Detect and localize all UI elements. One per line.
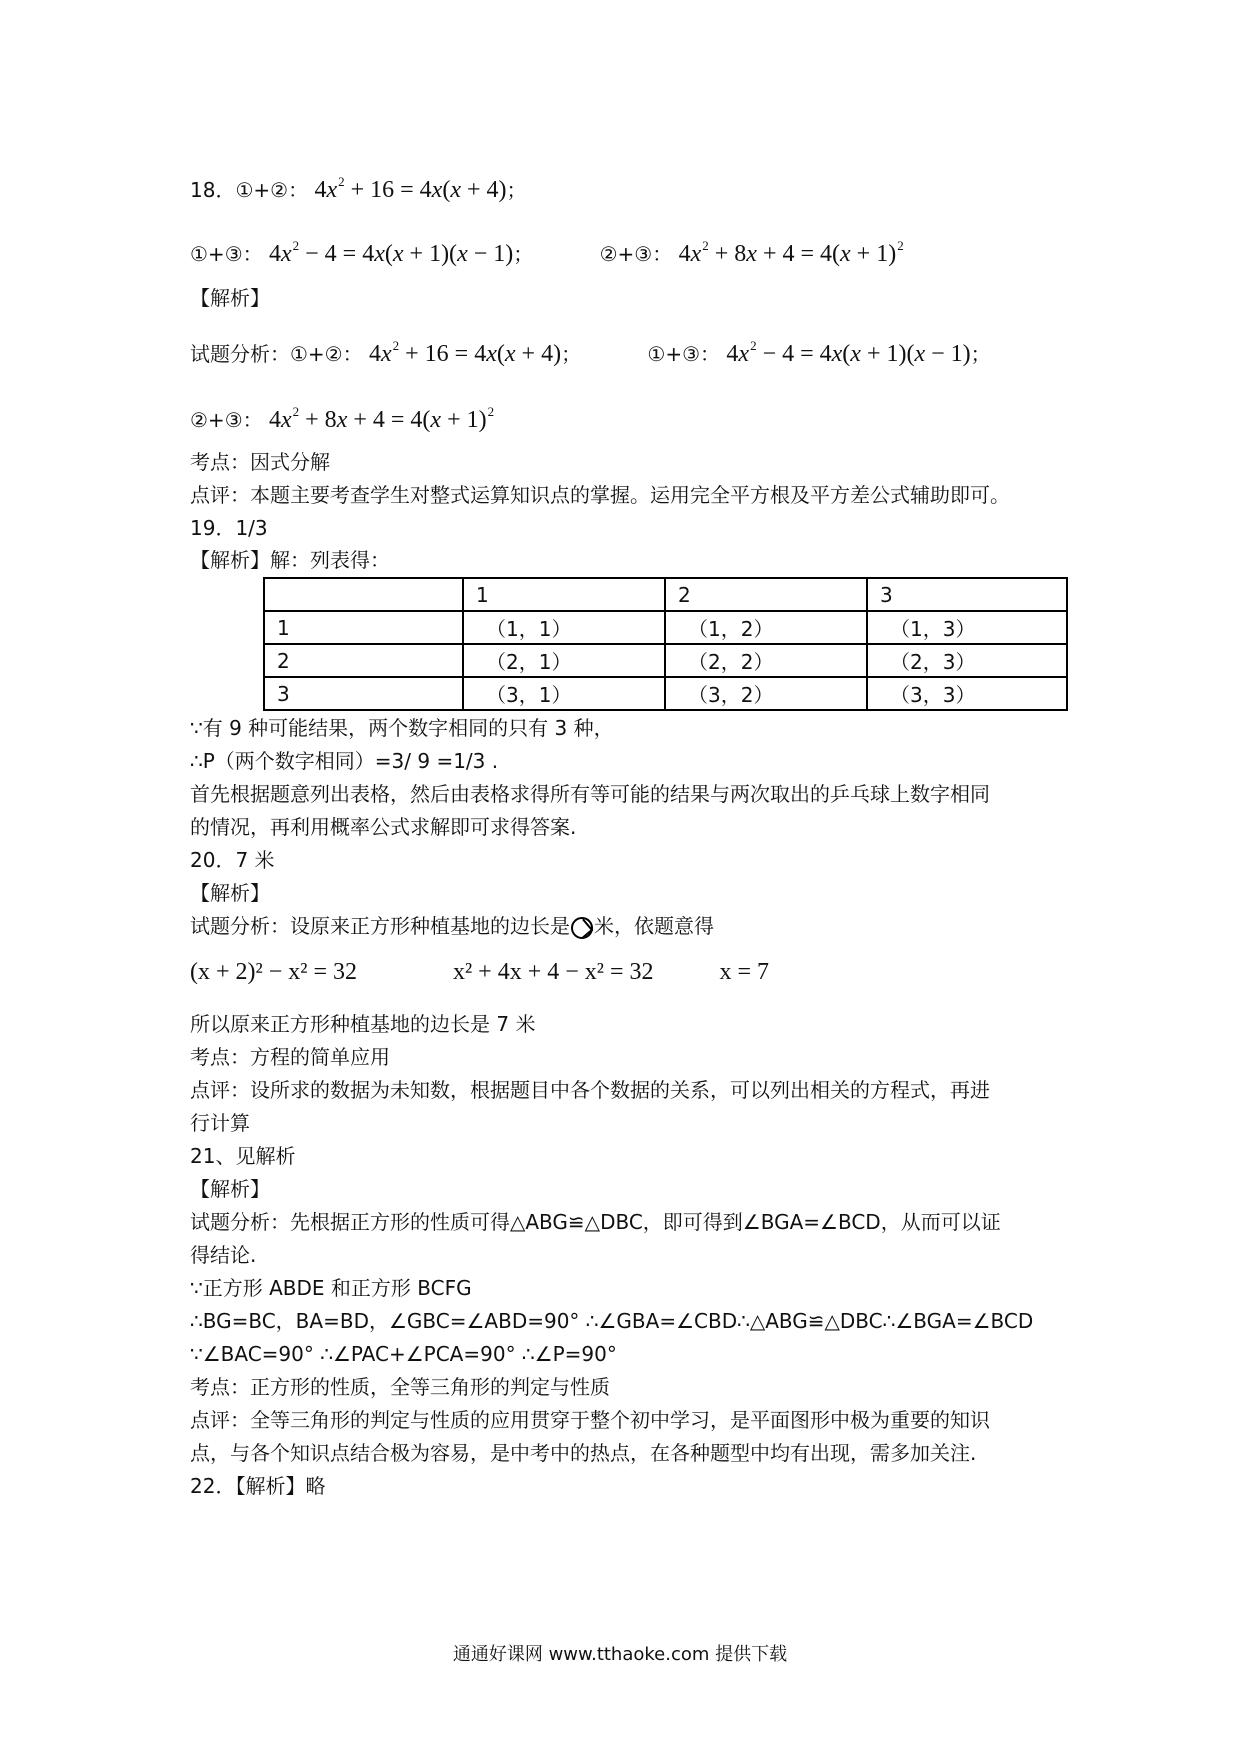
q20-analysis-title: 【解析】 [190,881,270,905]
q21-step2: ∴BG=BC，BA=BD，∠GBC=∠ABD=90° ∴∠GBA=∠CBD∴△ABG≌△DBC∴∠BGA=∠BCD [190,1309,1034,1333]
q18-number: 18． [190,178,236,202]
q20-dianping2: 行计算 [190,1111,250,1135]
table-header-row [264,578,1067,611]
q18-analysis-line2: ②+③： $4x^2 + 8x + 4 = 4(x + 1)^2$ [190,404,495,433]
q21-step1: ∵正方形 ABDE 和正方形 BCFG [190,1276,472,1300]
q18-eq2: $4x^2 - 4 = 4x(x + 1)(x - 1)$ [268,238,514,267]
q20-eq1: (x + 2)² − x² = 32 [190,959,357,985]
page-footer: 通通好课网 www.tthaoke.com 提供下载 [452,1644,788,1665]
q19-because: ∵有 9 种可能结果，两个数字相同的只有 3 种， [190,716,614,740]
q19-analysis: 【解析】解：列表得： [190,548,390,572]
q20-eq3: x = 7 [719,959,770,985]
q18-eq1: $4x^2 + 16 = 4x(x + 4)$ [314,174,507,203]
q21-step3: ∵∠BAC=90° ∴∠PAC+∠PCA=90° ∴∠P=90° [190,1342,617,1366]
q18-tag-13: ①+③： [190,242,263,266]
q20-setup: 试题分析：设原来正方形种植基地的边长是 米，依题意得 [190,914,714,938]
q18-tag-23: ②+③： [599,242,673,266]
q21-kaodian: 考点：正方形的性质，全等三角形的判定与性质 [190,1375,610,1399]
table-cell: 2 [665,578,867,611]
q22-answer: 22．【解析】略 [190,1474,326,1498]
table-row [264,677,1067,710]
q20-conclusion: 所以原来正方形种植基地的边长是 7 米 [190,1012,536,1036]
table-cell: （3，2） [665,677,867,710]
q20-dianping1: 点评：设所求的数据为未知数，根据题目中各个数据的关系，可以列出相关的方程式，再进 [190,1078,990,1102]
table-cell: 1 [463,578,665,611]
table-cell: 2 [264,644,463,677]
q20-eq2: x² + 4x + 4 − x² = 32 [452,959,654,985]
outcome-table [263,577,1068,711]
q19-answer: 19．1/3 [190,516,268,540]
table-cell: （3，1） [463,677,665,710]
table-cell: （1，2） [665,611,867,644]
q19-explain2: 的情况，再利用概率公式求解即可求得答案. [190,815,577,839]
q18-analysis-title: 【解析】 [190,286,270,310]
table-cell: （1，3） [867,611,1067,644]
table-cell: 3 [264,677,463,710]
table-cell: （3，3） [867,677,1067,710]
table-cell: 1 [264,611,463,644]
q21-analysis-title: 【解析】 [190,1177,270,1201]
q21-analysis1: 试题分析：先根据正方形的性质可得△ABG≌△DBC，即可得到∠BGA=∠BCD，从而可以证 [190,1210,1001,1234]
table-cell: （2，3） [867,644,1067,677]
q18-analysis-line1: 试题分析：①+②： $4x^2 + 16 = 4x(x + 4)$； ①+③： $4x^2 - 4 = 4x(x + 1)(x - 1)$； [190,338,991,367]
q18-kaodian: 考点：因式分解 [190,450,330,474]
q19-explain1: 首先根据题意列出表格，然后由表格求得所有等可能的结果与两次取出的乒乓球上数字相同 [190,782,990,806]
table-row [264,611,1067,644]
q19-therefore: ∴P（两个数字相同）=3/ 9 =1/3 . [190,749,499,773]
q20-equations [190,958,769,986]
q20-kaodian: 考点：方程的简单应用 [190,1045,390,1069]
q18-dianping: 点评：本题主要考查学生对整式运算知识点的掌握。运用完全平方根及平方差公式辅助即可。 [190,483,1010,507]
q18-line2: ①+③： $4x^2 - 4 = 4x(x + 1)(x - 1)$； ②+③： $4x^2 + 8x + 4 = 4(x + 1)^2$ [190,238,904,267]
q18-tag: ①+②： [235,178,309,202]
q21-answer: 21、见解析 [190,1144,296,1168]
q18-line1: 18．①+②： $4x^2 + 16 = 4x(x + 4)$； [190,174,527,203]
table-cell: 3 [867,578,1067,611]
table-cell [264,578,463,611]
q21-dianping1: 点评：全等三角形的判定与性质的应用贯穿于整个初中学习，是平面图形中极为重要的知识 [190,1408,990,1432]
check-mark-icon [571,917,593,939]
table-cell: （2，1） [463,644,665,677]
q18-eq3: $4x^2 + 8x + 4 = 4(x + 1)^2$ [678,238,904,267]
table-cell: （2，2） [665,644,867,677]
table-row [264,644,1067,677]
q21-dianping2: 点，与各个知识点结合极为容易，是中考中的热点，在各种题型中均有出现，需多加关注. [190,1441,977,1465]
q21-analysis2: 得结论. [190,1243,257,1267]
table-cell: （1，1） [463,611,665,644]
q20-answer: 20．7 米 [190,848,275,872]
